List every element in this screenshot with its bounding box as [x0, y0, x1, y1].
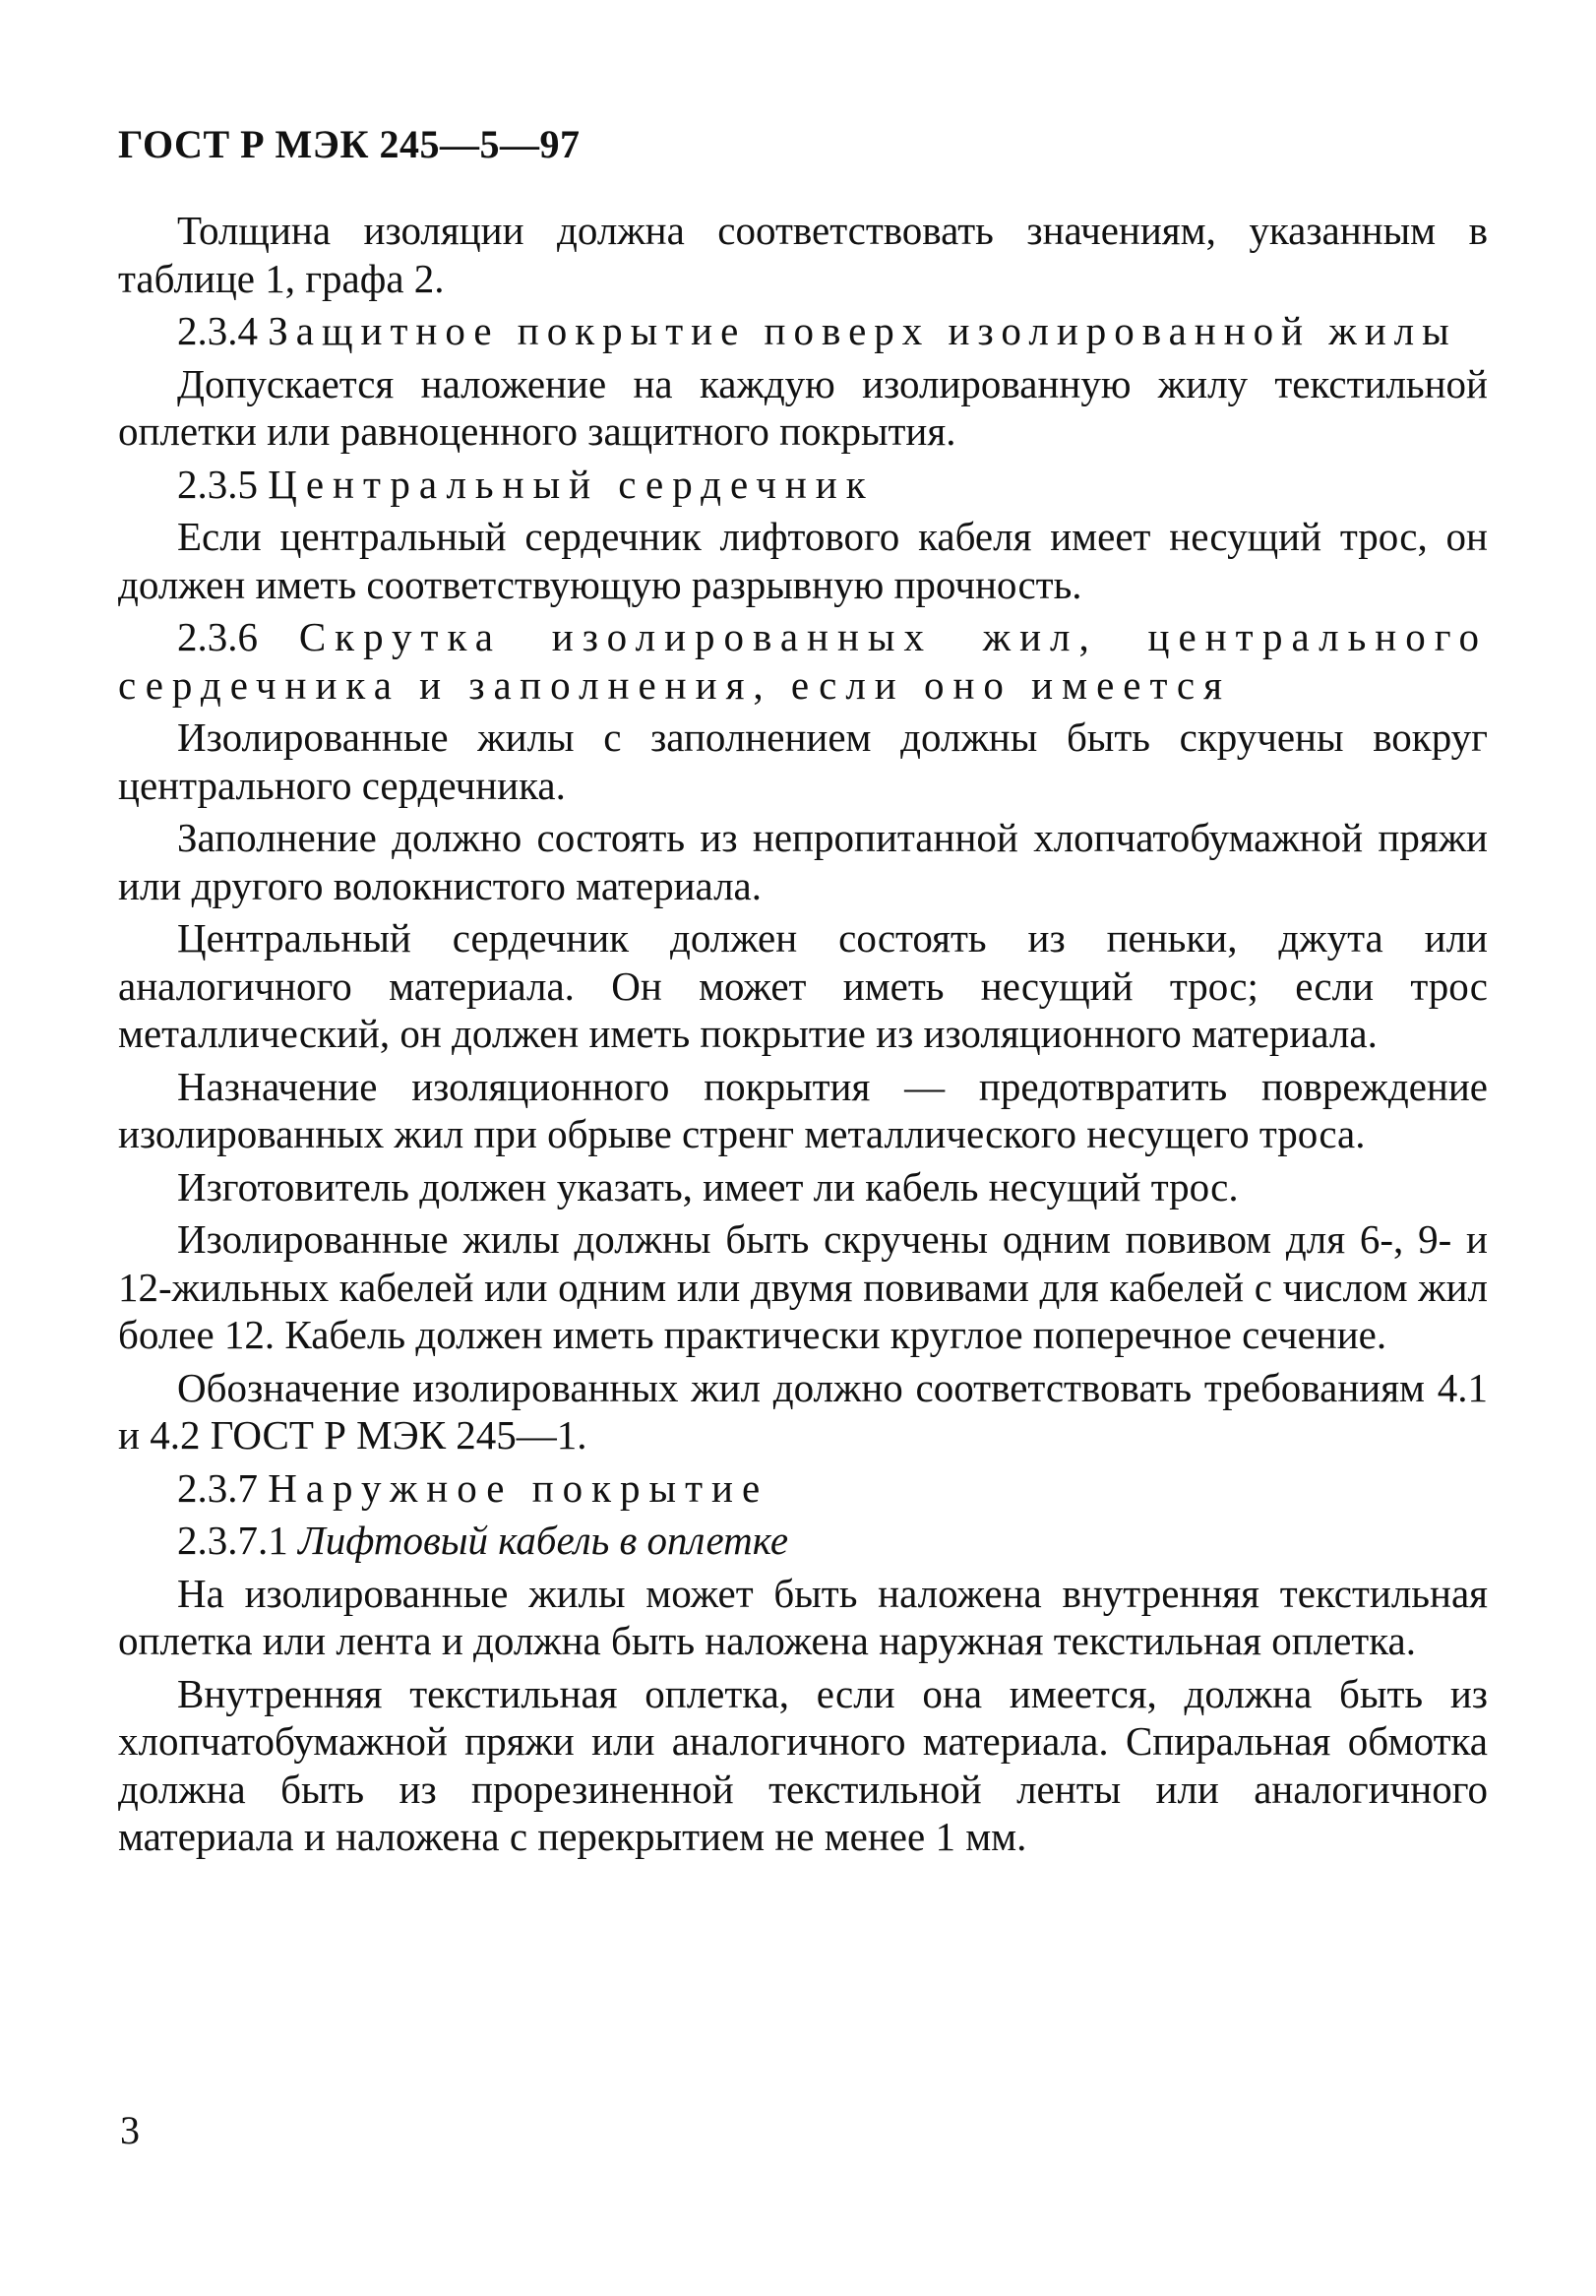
paragraph-filler: Заполнение должно состоять из непропитанной хлопчатобумажной пряжи или другого волокнистого материала. [118, 815, 1488, 908]
paragraph-manufacturer-note: Изготовитель должен указать, имеет ли кабель несущий трос. [177, 1163, 1239, 1210]
document-standard-code: ГОСТ Р МЭК 245—5—97 [118, 122, 581, 166]
section-number: 2.3.7 [177, 1464, 258, 1511]
section-number: 2.3.4 [177, 308, 258, 353]
section-title: Скрутка изолированных жил, центрального сердечника и заполнения, если оно имеется [118, 614, 1489, 708]
section-heading-2-3-6 [118, 613, 1488, 709]
section-title: Центральный сердечник [268, 461, 875, 507]
paragraph-central-core: Если центральный сердечник лифтового кабеля имеет несущий трос, он должен иметь соответствующую разрывную прочность. [118, 514, 1488, 607]
paragraph-insulating-purpose: Назначение изоляционного покрытия — предотвратить повреждение изолированных жил при обрыве стренг металлического несущего троса. [118, 1063, 1488, 1156]
paragraph-braid-application: На изолированные жилы может быть наложена внутренняя текстильная оплетка или лента и должна быть наложена наружная текстильная оплетка. [118, 1570, 1488, 1663]
section-heading-2-3-7 [118, 1464, 1488, 1513]
paragraph-core-material: Центральный сердечник должен состоять из пеньки, джута или аналогичного материала. Он может иметь несущий трос; если трос металлический, он должен иметь покрытие из изоляционного материала. [118, 915, 1488, 1056]
paragraph-inner-braid: Внутренняя текстильная оплетка, если она имеется, должна быть из хлопчатобумажной пряжи или аналогичного материала. Спиральная обмотка должна быть из прорезиненной текстильной ленты или аналогичного материала и наложена с перекрытием не менее 1 мм. [118, 1670, 1488, 1859]
section-number: 2.3.6 [177, 614, 258, 659]
paragraph-core-identification: Обозначение изолированных жил должно соответствовать требованиям 4.1 и 4.2 ГОСТ Р МЭК 245—1. [118, 1364, 1488, 1458]
section-number: 2.3.5 [177, 461, 258, 507]
section-title: Защитное покрытие поверх изолированной жилы [268, 308, 1457, 353]
paragraph-protective-cover: Допускается наложение на каждую изолированную жилу текстильной оплетки или равноценного защитного покрытия. [118, 360, 1488, 454]
subsection-number: 2.3.7.1 [177, 1518, 288, 1563]
page-number: 3 [120, 2108, 140, 2152]
paragraph-stranding: Изолированные жилы с заполнением должны быть скручены вокруг центрального сердечника. [118, 714, 1488, 808]
section-heading-2-3-5 [118, 461, 1488, 509]
section-title: Наружное покрытие [268, 1464, 769, 1511]
paragraph-lay-layers: Изолированные жилы должны быть скручены одним повивом для 6-, 9- и 12-жильных кабелей или одним или двумя повивами для кабелей с числом жил более 12. Кабель должен иметь практически круглое поперечное сечение. [118, 1216, 1488, 1357]
document-body [118, 207, 1488, 1866]
section-heading-2-3-4 [118, 307, 1488, 355]
paragraph-insulation-thickness: Толщина изоляции должна соответствовать значениям, указанным в таблице 1, графа 2. [118, 208, 1488, 301]
subsection-heading-2-3-7-1 [118, 1517, 1488, 1565]
subsection-title: Лифтовый кабель в оплетке [298, 1518, 789, 1563]
